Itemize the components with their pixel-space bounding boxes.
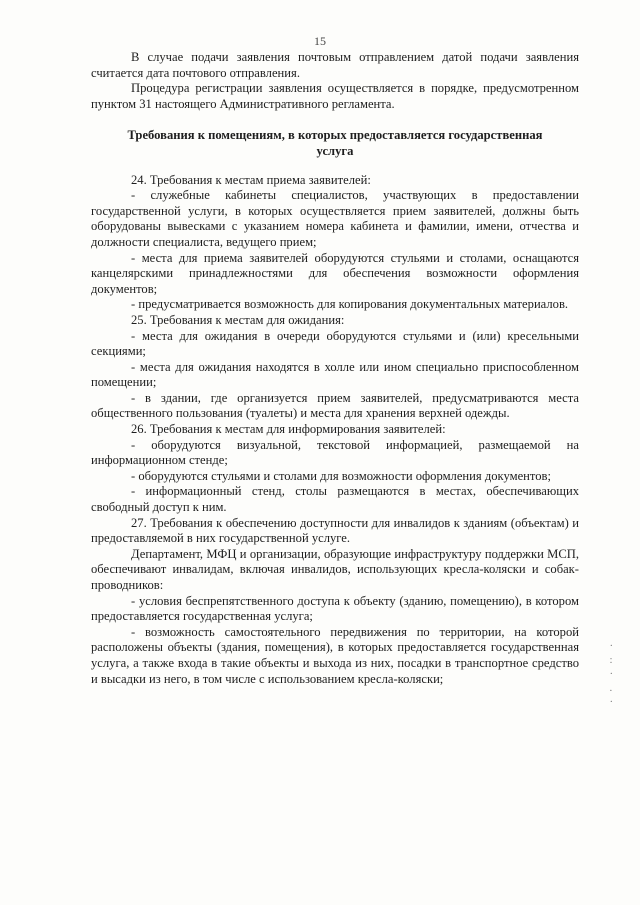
paragraph: - места для ожидания в очереди оборудуются стульями и (или) кресельными секциями; bbox=[91, 328, 579, 359]
paragraph: - места для ожидания находятся в холле или ином специально приспособленном помещении; bbox=[91, 359, 579, 390]
paragraph: - возможность самостоятельного передвижения по территории, на которой расположены объекты (здания, помещения), в которых предоставляется государственная услуга, а также входа в такие объекты и выхода из них, посадки в транспортное средство и высадки из него, в том числе с использованием кресла-коляски; bbox=[91, 624, 579, 686]
paragraph: 24. Требования к местам приема заявителей: bbox=[131, 172, 371, 187]
paragraph: Департамент, МФЦ и организации, образующие инфраструктуру поддержки МСП, обеспечивают инвалидам, включая инвалидов, использующих кресла-коляски и собак-проводников: bbox=[91, 546, 579, 592]
paragraph: - предусматривается возможность для копирования документальных материалов. bbox=[131, 297, 569, 312]
paragraph: - места для приема заявителей оборудуются стульями и столами, оснащаются канцелярскими принадлежностями для обеспечения возможности оформления документов; bbox=[91, 250, 579, 296]
section-heading: Требования к помещениям, в которых предоставляется государственная услуга bbox=[127, 128, 543, 158]
paragraph: - в здании, где организуется прием заявителей, предусматриваются места общественного пользования (туалеты) и места для хранения верхней одежды. bbox=[91, 390, 579, 421]
document-body bbox=[91, 50, 579, 687]
paragraph: - информационный стенд, столы размещаются в местах, обеспечивающих свободный доступ к ним. bbox=[91, 484, 579, 515]
paragraph: - оборудуются стульями и столами для возможности оформления документов; bbox=[131, 468, 551, 483]
paragraph: 25. Требования к местам для ожидания: bbox=[131, 312, 345, 327]
paragraph: - оборудуются визуальной, текстовой информацией, размещаемой на информационном стенде; bbox=[91, 437, 579, 468]
paragraph: - служебные кабинеты специалистов, участвующих в предоставлении государственной услуги, в которых осуществляется прием заявителей, должны быть оборудованы вывесками с указанием номера кабинета и фамилии, имени, отчества и должности специалиста, ведущего прием; bbox=[91, 188, 579, 249]
paragraph: 27. Требования к обеспечению доступности для инвалидов к зданиям (объектам) и предоставляемой в них государственной услуге. bbox=[91, 515, 579, 546]
paragraph: Процедура регистрации заявления осуществляется в порядке, предусмотренном пунктом 31 настоящего Административного регламента. bbox=[91, 81, 579, 111]
paragraph: В случае подачи заявления почтовым отправлением датой подачи заявления считается дата почтового отправления. bbox=[91, 50, 579, 80]
scan-margin-marks: · : · . · bbox=[609, 641, 614, 708]
paragraph: 26. Требования к местам для информирования заявителей: bbox=[131, 422, 446, 437]
page-number: 15 bbox=[314, 34, 326, 48]
paragraph: - условия беспрепятственного доступа к объекту (зданию, помещению), в котором предоставляется государственная услуга; bbox=[91, 593, 579, 624]
